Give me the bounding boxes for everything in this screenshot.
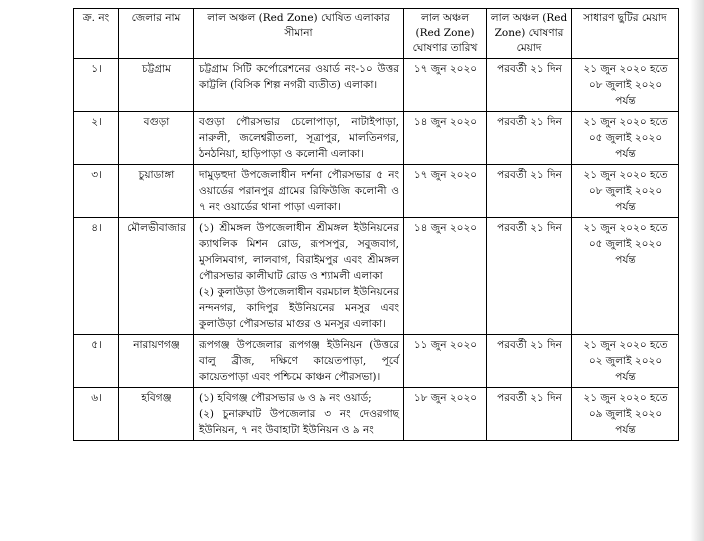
area-text: (২) কুলাউড়া উপজেলাধীন বরমচাল ইউনিয়নের নন্দনগর, কাদিপুর ইউনিয়নের মনসুর এবং কুলাউড়া পৌরসভার মাগুর ও মনসুর এলাকা।	[199, 286, 399, 330]
area-text: রূপগঞ্জ উপজেলার রূপগঞ্জ ইউনিয়ন (উত্তরে বালু ব্রীজ, দক্ষিণে কায়েতপাড়া, পূর্বে কায়েতপাড়া এবং পশ্চিমে কাঞ্চন পৌরসভা)।	[199, 339, 399, 383]
header-declared-date: লাল অঞ্চল (Red Zone) ঘোষণার তারিখ	[404, 9, 487, 59]
cell-holiday: ২১ জুন ২০২০ হতে ০২ জুলাই ২০২০ পর্যন্ত	[572, 335, 679, 388]
table-row	[74, 335, 679, 388]
cell-holiday: ২১ জুন ২০২০ হতে ০৮ জুলাই ২০২০ পর্যন্ত	[572, 59, 679, 112]
cell-serial: ১।	[74, 59, 119, 112]
cell-declared-date: ১৪ জুন ২০২০	[404, 112, 487, 165]
table-row	[74, 59, 679, 112]
cell-duration: পরবর্তী ২১ দিন	[487, 165, 572, 218]
cell-area	[194, 165, 404, 218]
cell-area	[194, 388, 404, 441]
cell-district: চট্টগ্রাম	[119, 59, 194, 112]
cell-area	[194, 112, 404, 165]
cell-duration: পরবর্তী ২১ দিন	[487, 218, 572, 335]
cell-holiday: ২১ জুন ২০২০ হতে ০৫ জুলাই ২০২০ পর্যন্ত	[572, 112, 679, 165]
table-row	[74, 388, 679, 441]
cell-district: বগুড়া	[119, 112, 194, 165]
cell-duration: পরবর্তী ২১ দিন	[487, 112, 572, 165]
cell-district: চুয়াডাঙ্গা	[119, 165, 194, 218]
header-duration: লাল অঞ্চল (Red Zone) ঘোষণার মেয়াদ	[487, 9, 572, 59]
area-text: দামুড়হুদা উপজেলাধীন দর্শনা পৌরসভার ৫ নং ওয়ার্ডের পরানপুর গ্রামের রিফিউজি কলোনী ও ৭ নং ওয়ার্ডের থানা পাড়া এলাকা।	[199, 169, 399, 213]
cell-duration: পরবর্তী ২১ দিন	[487, 335, 572, 388]
cell-declared-date: ১৭ জুন ২০২০	[404, 165, 487, 218]
table-row	[74, 112, 679, 165]
cell-serial: ৩।	[74, 165, 119, 218]
cell-duration: পরবর্তী ২১ দিন	[487, 388, 572, 441]
area-text: (২) চুনারুঘাট উপজেলার ৩ নং দেওরগাছ ইউনিয়ন, ৭ নং উবাহাটা ইউনিয়ন ও ৯ নং	[199, 408, 399, 436]
header-area: লাল অঞ্চল (Red Zone) ঘোষিত এলাকার সীমানা	[194, 9, 404, 59]
table-row	[74, 165, 679, 218]
cell-serial: ৬।	[74, 388, 119, 441]
area-text: বগুড়া পৌরসভার চেলোপাড়া, নাটাইপাড়া, নারুলী, জলেশ্বরীতলা, সূত্রাপুর, মালতিনগর, ঠনঠনিয়া, হাড়িপাড়া ও কলোনী এলাকা।	[199, 116, 399, 160]
cell-area	[194, 218, 404, 335]
header-district: জেলার নাম	[119, 9, 194, 59]
cell-holiday: ২১ জুন ২০২০ হতে ০৫ জুলাই ২০২০ পর্যন্ত	[572, 218, 679, 335]
table-row	[74, 218, 679, 335]
cell-duration: পরবর্তী ২১ দিন	[487, 59, 572, 112]
red-zone-table	[73, 8, 679, 441]
header-serial: ক্র. নং	[74, 9, 119, 59]
cell-declared-date: ১৪ জুন ২০২০	[404, 218, 487, 335]
cell-serial: ৪।	[74, 218, 119, 335]
cell-serial: ২।	[74, 112, 119, 165]
area-text: চট্টগ্রাম সিটি কর্পোরেশনের ওয়ার্ড নং-১০ উত্তর কাট্টলি (বিসিক শিল্প নগরী ব্যতীত) এলাকা।	[199, 63, 399, 91]
page-edge-shadow	[690, 0, 704, 541]
area-text: (১) হবিগঞ্জ পৌরসভার ৬ ও ৯ নং ওয়ার্ড;	[199, 392, 372, 404]
cell-district: নারায়ণগঞ্জ	[119, 335, 194, 388]
cell-area	[194, 59, 404, 112]
cell-declared-date: ১৮ জুন ২০২০	[404, 388, 487, 441]
cell-holiday: ২১ জুন ২০২০ হতে ০৯ জুলাই ২০২০ পর্যন্ত	[572, 388, 679, 441]
cell-district: হবিগঞ্জ	[119, 388, 194, 441]
cell-serial: ৫।	[74, 335, 119, 388]
header-holiday: সাধারণ ছুটির মেয়াদ	[572, 9, 679, 59]
cell-holiday: ২১ জুন ২০২০ হতে ০৮ জুলাই ২০২০ পর্যন্ত	[572, 165, 679, 218]
cell-declared-date: ১৭ জুন ২০২০	[404, 59, 487, 112]
cell-declared-date: ১১ জুন ২০২০	[404, 335, 487, 388]
table-header-row	[74, 9, 679, 59]
area-text: (১) শ্রীমঙ্গল উপজেলাধীন শ্রীমঙ্গল ইউনিয়নের ক্যাথলিক মিশন রোড, রূপসপুর, সবুজবাগ, মুসলিমবাগ, লালবাগ, বিরাইমপুর এবং শ্রীমঙ্গল পৌরসভার কালীঘাট রোড ও শ্যামলী এলাকা	[199, 222, 399, 282]
cell-district: মৌলভীবাজার	[119, 218, 194, 335]
cell-area	[194, 335, 404, 388]
